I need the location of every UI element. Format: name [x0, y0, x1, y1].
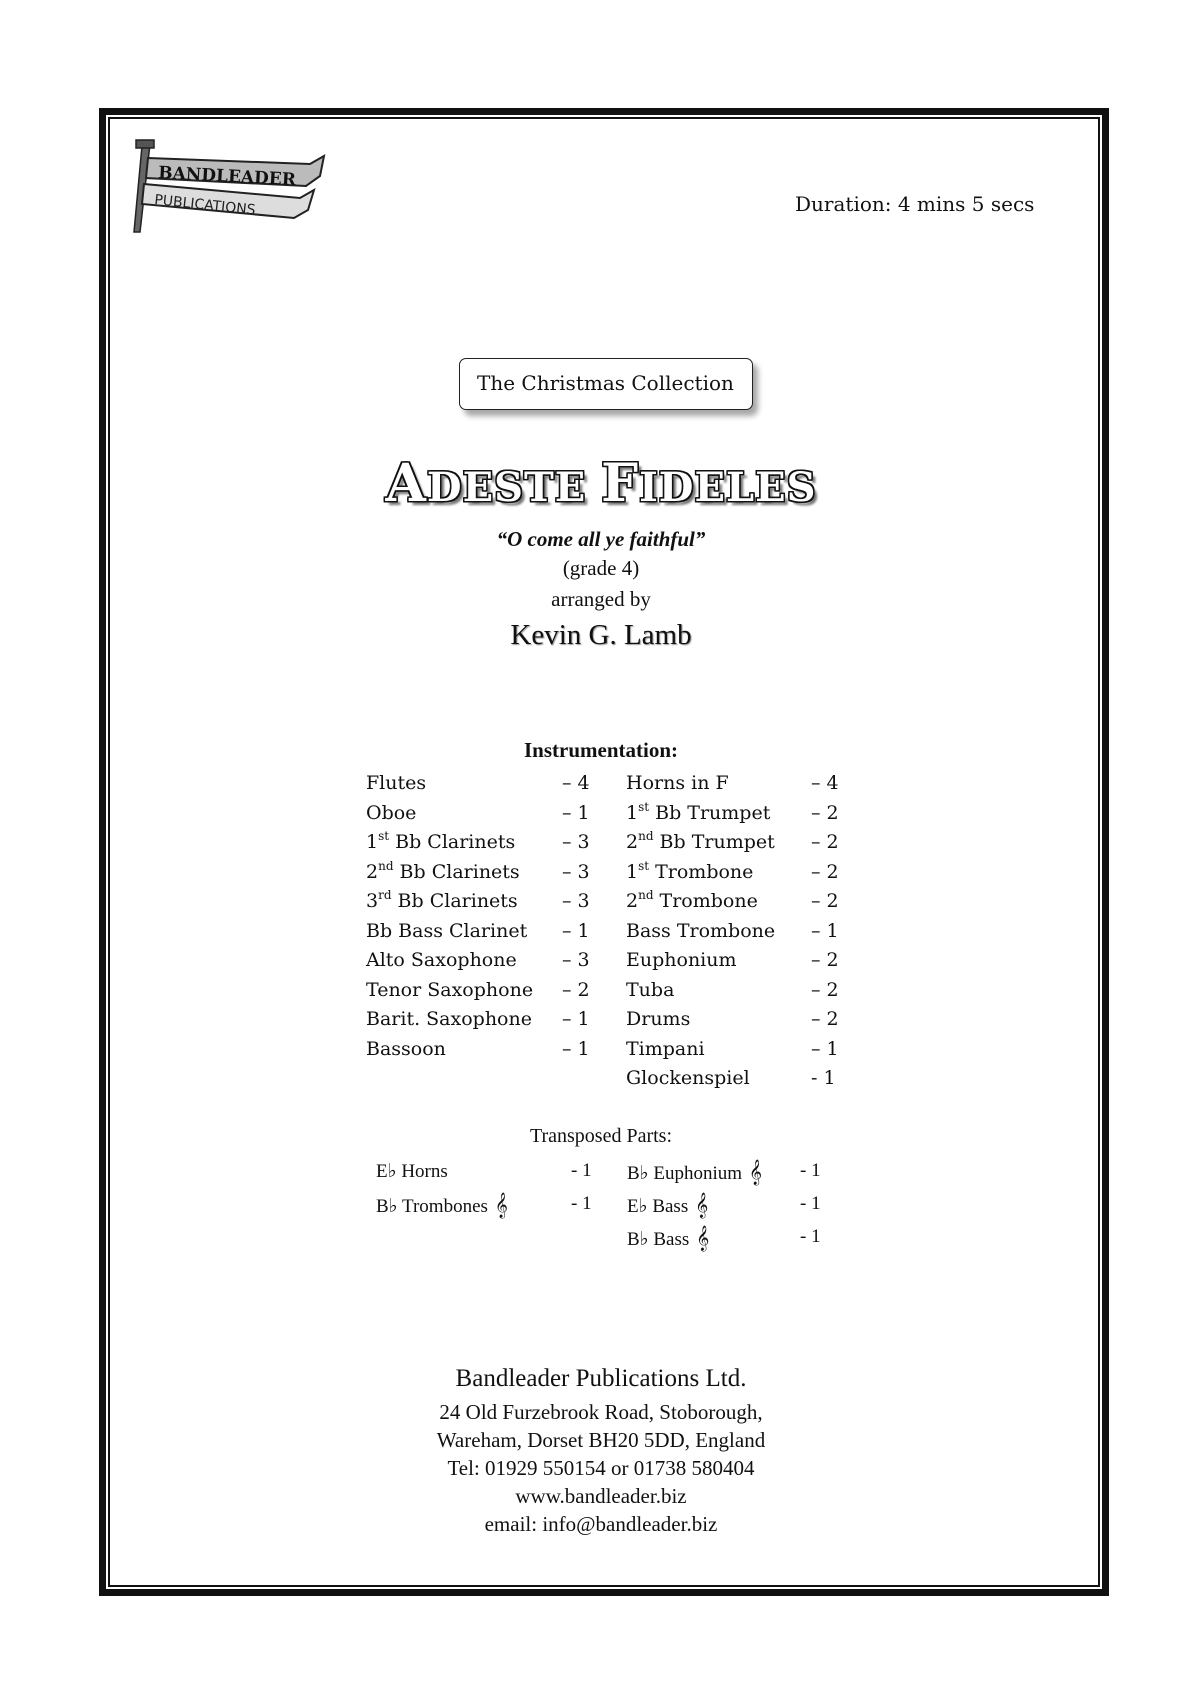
transposed-part-row — [627, 1160, 821, 1185]
transposed-parts-heading: Transposed Parts: — [529, 1125, 673, 1147]
instrument-name: Glockenspiel — [626, 1067, 750, 1089]
instrument-count: – 2 — [811, 801, 839, 824]
instrument-count: – 2 — [811, 949, 839, 971]
instrument-count: – 1 — [562, 801, 590, 824]
instrument-name: Alto Saxophone — [366, 949, 517, 971]
instrument-name: Tenor Saxophone — [366, 978, 534, 1001]
duration-label: Duration: 4 mins 5 secs — [795, 192, 1035, 216]
collection-label: The Christmas Collection — [459, 358, 753, 410]
instrument-count: – 3 — [562, 890, 590, 912]
publisher-address-line-2: Wareham, Dorset BH20 5DD, England — [436, 1428, 766, 1452]
instrument-name: Bb Bass Clarinet — [366, 919, 528, 942]
title-word-1: DESTE — [426, 464, 587, 511]
instrument-name: Drums — [626, 1008, 691, 1030]
instrument-count: – 2 — [811, 1008, 839, 1030]
instrument-row — [626, 858, 851, 890]
instrument-row — [366, 1008, 602, 1037]
instrument-row — [366, 802, 602, 831]
instrument-count: – 1 — [562, 919, 590, 942]
instrument-count: – 3 — [562, 860, 590, 883]
instrument-name: 1st Bb Trumpet — [626, 799, 771, 824]
instrument-row — [366, 920, 602, 949]
instrument-name: 3rd Bb Clarinets — [366, 888, 518, 912]
instrument-row — [366, 1038, 602, 1067]
instrument-count: – 2 — [811, 978, 839, 1001]
instrument-name: Timpani — [626, 1037, 705, 1060]
transposed-part-row — [627, 1226, 821, 1251]
publisher-address-line-1: 24 Old Furzebrook Road, Stoborough, — [439, 1400, 763, 1424]
logo-line2: PUBLICATIONS — [153, 192, 257, 219]
instrument-name: Barit. Saxophone — [366, 1008, 532, 1030]
instrument-row — [366, 979, 602, 1008]
instrument-count: – 1 — [562, 1037, 590, 1060]
instrument-name: 1st Trombone — [626, 858, 754, 883]
instrument-name: Flutes — [366, 772, 427, 794]
instrument-name: Tuba — [626, 978, 675, 1001]
instrument-row — [626, 1067, 851, 1096]
publisher-website-link[interactable]: www.bandleader.biz — [515, 1484, 687, 1508]
treble-clef-icon: 𝄞 — [688, 1193, 709, 1218]
title-initial-1: A — [385, 453, 427, 514]
instrument-row — [366, 858, 602, 890]
instrument-name: Horns in F — [626, 772, 729, 794]
grade-label: (grade 4) — [562, 556, 640, 580]
publisher-telephone: Tel: 01929 550154 or 01738 580404 — [447, 1456, 755, 1480]
instrument-row — [366, 890, 602, 919]
instrument-count: – 1 — [811, 919, 839, 942]
instrument-row — [626, 1008, 851, 1037]
instrument-count: – 2 — [811, 860, 839, 883]
bandleader-publications-logo — [128, 136, 358, 236]
transposed-part-row — [627, 1193, 821, 1218]
subtitle: “O come all ye faithful” — [496, 527, 706, 551]
instrument-count: – 1 — [562, 1008, 590, 1030]
treble-clef-icon: 𝄞 — [742, 1160, 763, 1185]
transposed-part-name: B♭ Euphonium — [627, 1163, 743, 1184]
instrument-count: – 1 — [811, 1037, 839, 1060]
instrument-count: – 4 — [562, 772, 590, 794]
instrument-row — [626, 831, 851, 860]
instrument-row — [626, 949, 851, 978]
transposed-part-count: - 1 — [800, 1193, 821, 1214]
instrument-count: - 1 — [811, 1067, 836, 1089]
instrument-count: – 2 — [811, 890, 839, 912]
title-word-2: IDELES — [639, 464, 817, 511]
treble-clef-icon: 𝄞 — [487, 1193, 508, 1218]
instrument-name: Bass Trombone — [626, 919, 776, 942]
transposed-part-name: E♭ Horns — [376, 1161, 448, 1182]
instrument-row — [366, 831, 602, 860]
treble-clef-icon: 𝄞 — [689, 1226, 710, 1251]
instrument-count: – 4 — [811, 772, 839, 794]
instrument-name: Euphonium — [626, 949, 737, 971]
instrument-row — [366, 772, 602, 801]
instrumentation-heading: Instrumentation: — [523, 738, 678, 762]
arranged-by-label: arranged by — [551, 587, 651, 611]
transposed-part-row — [376, 1160, 592, 1183]
instrument-count: – 2 — [562, 978, 590, 1001]
transposed-part-count: - 1 — [800, 1226, 821, 1247]
instrument-count: – 3 — [562, 949, 590, 971]
instrument-count: – 2 — [811, 831, 839, 853]
instrument-row — [626, 920, 851, 949]
transposed-part-row — [376, 1193, 592, 1218]
arranger-name: Kevin G. Lamb — [510, 619, 692, 651]
instrument-name: Bassoon — [366, 1037, 446, 1060]
transposed-part-name: B♭ Trombones — [376, 1196, 488, 1217]
instrument-row — [626, 1038, 851, 1067]
transposed-part-name: E♭ Bass — [627, 1196, 689, 1217]
instrument-name: 2nd Bb Clarinets — [366, 858, 520, 883]
instrument-row — [366, 949, 602, 978]
publisher-email-link[interactable]: email: info@bandleader.biz — [484, 1512, 718, 1536]
logo-line1: BANDLEADER — [157, 163, 297, 191]
transposed-part-count: - 1 — [571, 1193, 592, 1214]
transposed-part-name: B♭ Bass — [627, 1229, 690, 1250]
instrument-row — [626, 772, 851, 801]
instrument-name: 2nd Bb Trumpet — [626, 829, 775, 853]
instrument-count: – 3 — [562, 831, 590, 853]
instrument-name: 2nd Trombone — [626, 888, 758, 912]
instrument-row — [626, 890, 851, 919]
title-initial-2: F — [601, 453, 640, 514]
instrument-row — [626, 799, 851, 831]
instrument-name: Oboe — [366, 801, 417, 824]
page-title — [0, 453, 1202, 514]
transposed-part-count: - 1 — [800, 1160, 821, 1181]
transposed-part-count: - 1 — [571, 1160, 592, 1181]
publisher-name: Bandleader Publications Ltd. — [455, 1365, 747, 1392]
instrument-row — [626, 979, 851, 1008]
instrument-name: 1st Bb Clarinets — [366, 829, 516, 853]
